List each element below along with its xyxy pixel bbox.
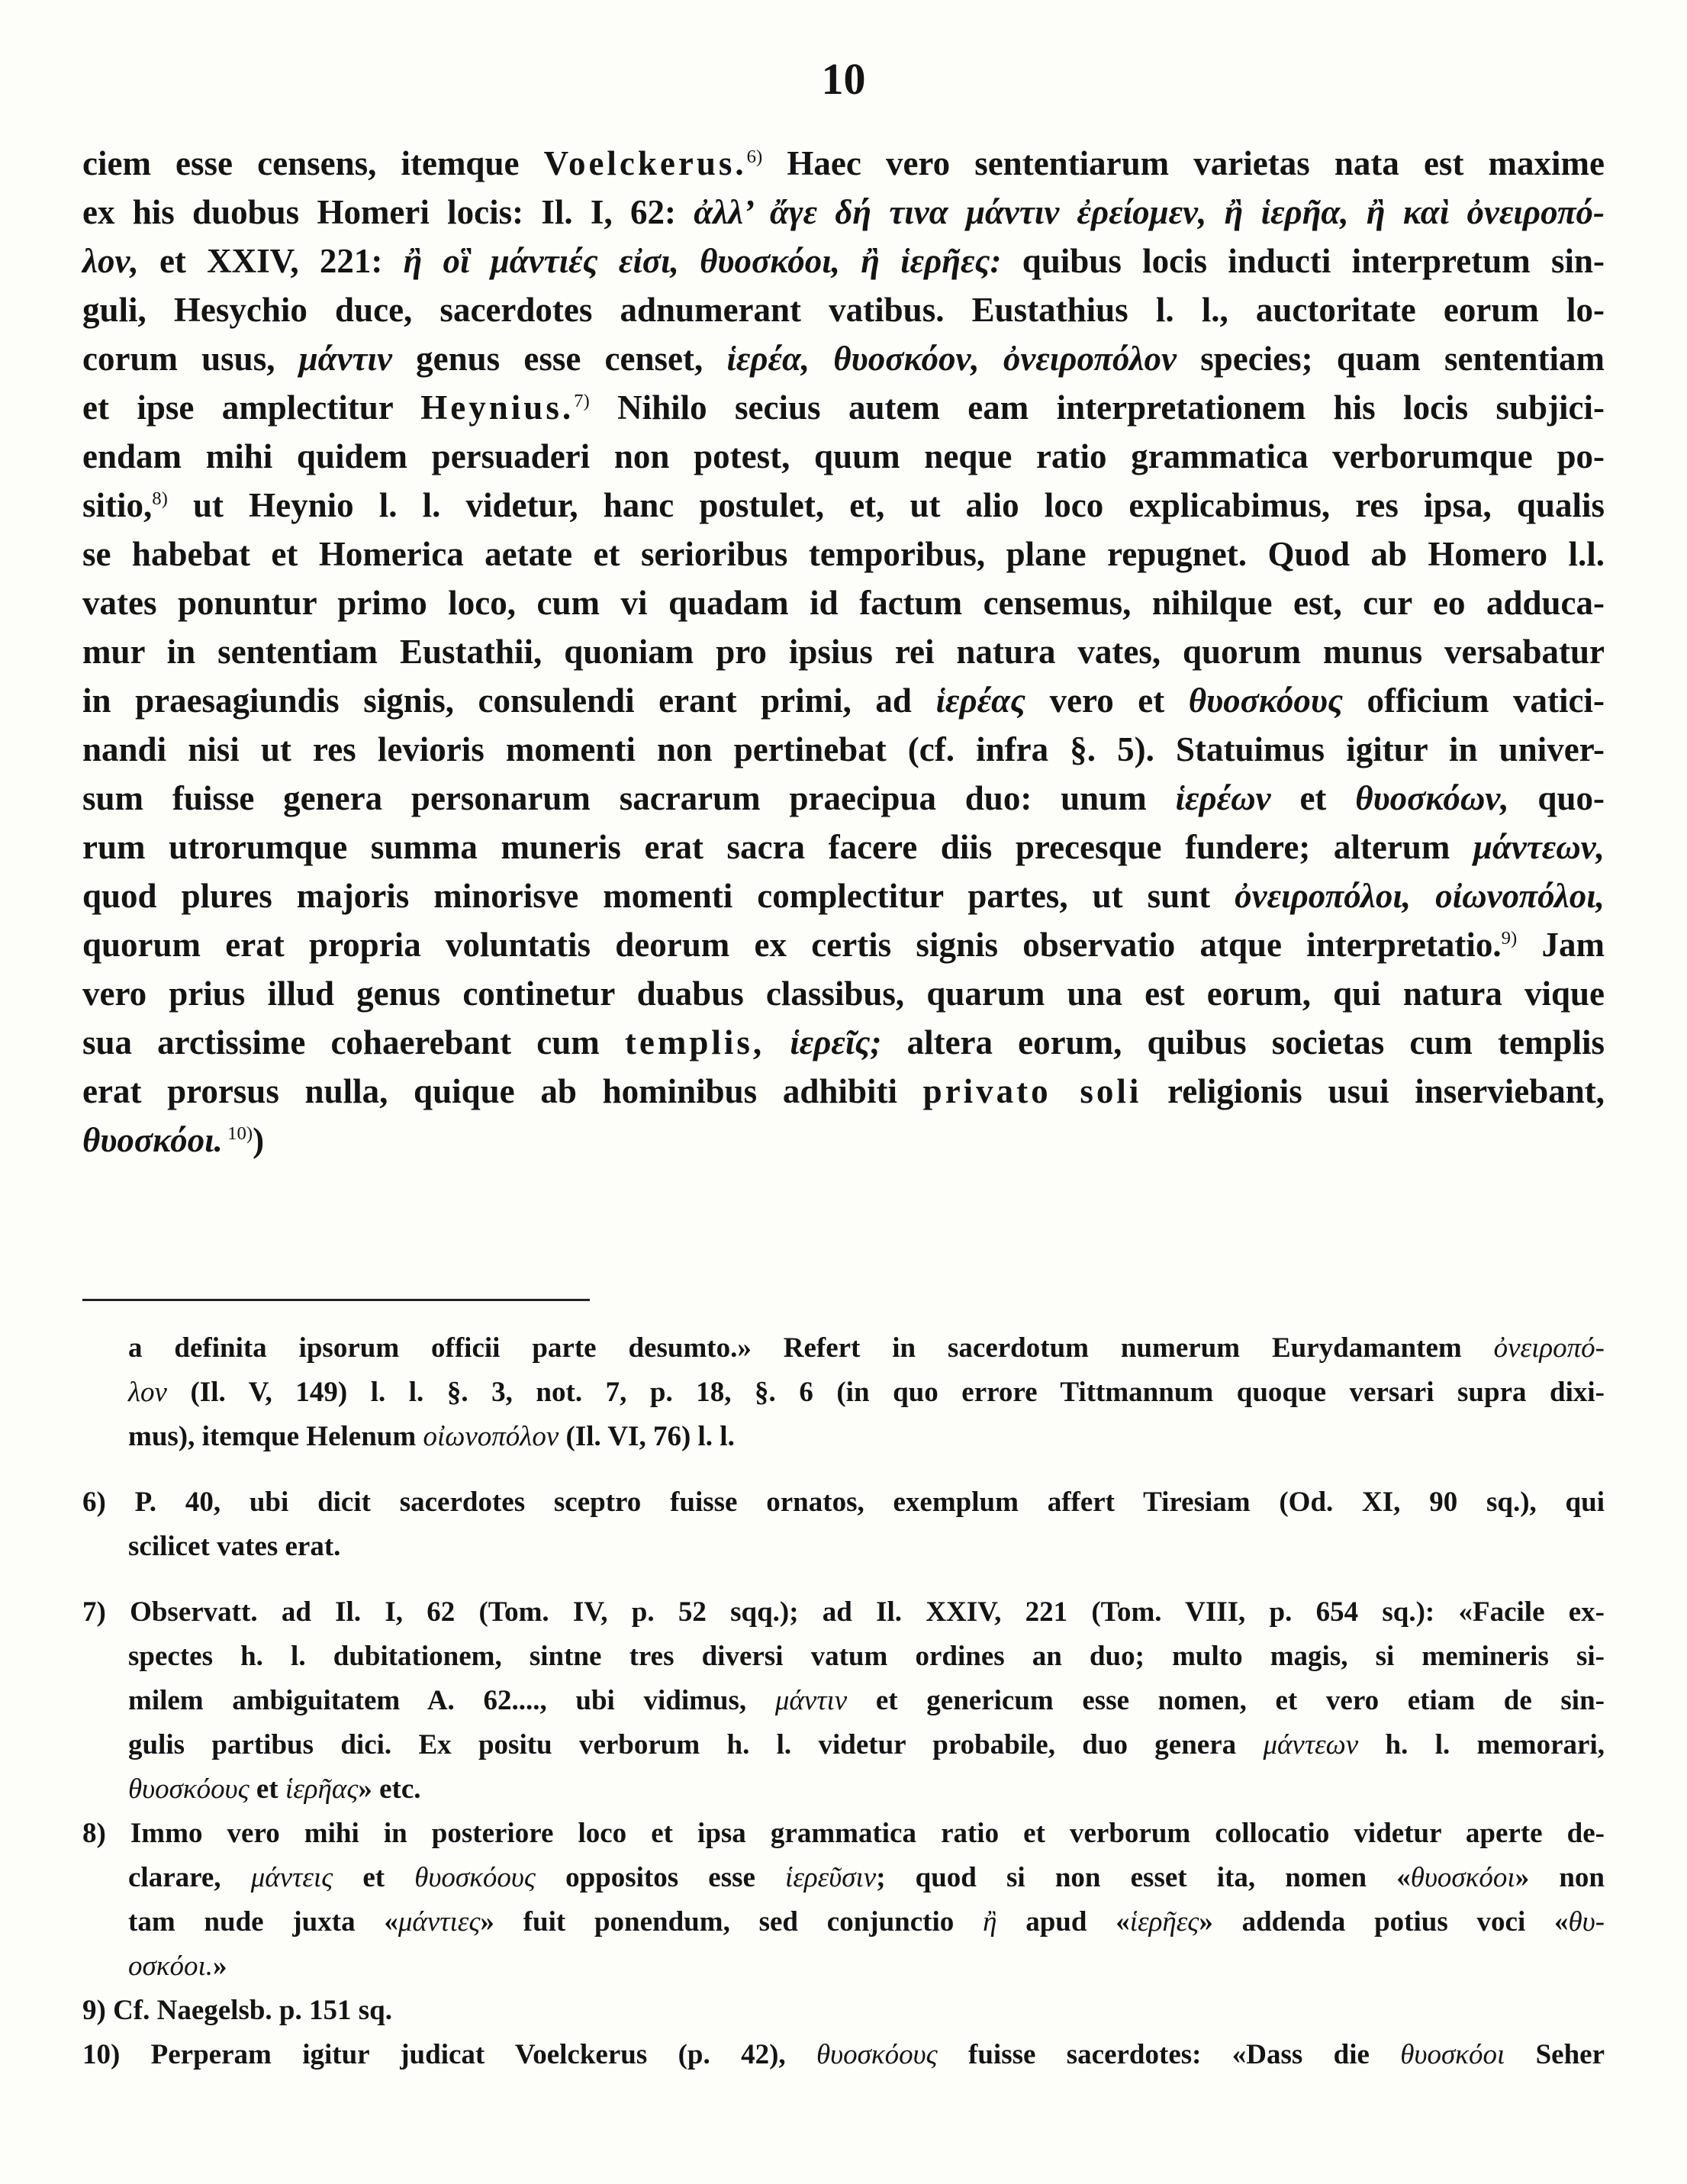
- greek-text: μάντιν: [298, 340, 392, 378]
- text-run: (Il. V, 149) l. l. §. 3, not. 7, p. 18, §. 6 (in quo errore Tittmannum quoque versari supra dixi-: [166, 1377, 1605, 1408]
- text-run: »: [213, 1950, 227, 1982]
- text-run: vero et: [1025, 681, 1189, 720]
- text-run: et: [1270, 779, 1356, 817]
- text-run: religionis usui inserviebant,: [1141, 1072, 1605, 1110]
- greek-text: μάντεις: [250, 1862, 333, 1893]
- greek-text: ἢ: [983, 1906, 997, 1938]
- footnote-line: [82, 1415, 1605, 1459]
- footnote-line: [82, 1679, 1605, 1723]
- text-run: se habebat et Homerica aetate et serioribus temporibus, plane repugnet. Quod ab Homero l.l.: [82, 535, 1605, 573]
- text-line: [82, 627, 1605, 676]
- text-line: [82, 871, 1605, 920]
- text-line: [82, 969, 1605, 1018]
- footnote-ref: 6): [746, 147, 763, 167]
- text-line: [82, 139, 1605, 188]
- footnote-line: [82, 1989, 1605, 2033]
- text-run: templis,: [624, 1023, 765, 1061]
- footnote-line: [82, 1480, 1605, 1525]
- text-run: quibus locis inducti interpretum sin-: [1001, 242, 1605, 280]
- text-run: Nihilo secius autem eam interpretationem his locis subjici-: [589, 388, 1605, 427]
- text-run: ; quod si non esset ita, nomen «: [876, 1862, 1411, 1893]
- text-run: (Il. VI, 76) l. l.: [559, 1421, 735, 1452]
- text-line: [82, 383, 1605, 432]
- text-run: mus), itemque Helenum: [128, 1421, 423, 1452]
- greek-text: ἱερέα, θυοσκόον, ὀνειροπόλον: [726, 340, 1177, 378]
- greek-text: οἰωνοπόλον: [423, 1421, 559, 1452]
- text-run: sitio,: [82, 486, 153, 524]
- footnotes: [82, 1326, 1605, 2077]
- footnote-gap: [82, 1459, 1605, 1480]
- greek-text: ἢ οἳ μάντιές εἰσι, θυοσκόοι, ἢ ἱερῆες:: [403, 242, 1002, 280]
- text-run: nandi nisi ut res levioris momenti non pertinebat (cf. infra §. 5). Statuimus igitur in univer-: [82, 730, 1605, 768]
- footnote-rule: [82, 1299, 590, 1301]
- greek-text: θυοσκόοι: [1400, 2039, 1505, 2070]
- text-run: genus esse censet,: [391, 340, 727, 378]
- footnote-ref: 7): [574, 391, 590, 411]
- footnote-line: [82, 1525, 1605, 1569]
- greek-text: ἱερέας: [935, 681, 1026, 720]
- greek-text: θυ-: [1568, 1906, 1605, 1938]
- text-run: officium vatici-: [1343, 681, 1605, 720]
- text-run: a definita ipsorum officii parte desumto.» Refert in sacerdotum numerum Eurydamantem: [128, 1332, 1494, 1364]
- text-run: quod plures majoris minorisve momenti complectitur partes, ut sunt: [82, 877, 1235, 915]
- text-run: corum usus,: [82, 340, 299, 378]
- footnote-line: [82, 1590, 1605, 1635]
- footnote-line: [82, 2033, 1605, 2077]
- text-run: spectes h. l. dubitationem, sintne tres diversi vatum ordines an duo; multo magis, si memineris si-: [128, 1641, 1605, 1672]
- greek-text: θυοσκόοι.: [82, 1121, 223, 1159]
- text-run: Haec vero sententiarum varietas nata est maxime: [762, 144, 1605, 182]
- footnote-line: [82, 1723, 1605, 1767]
- text-run: scilicet vates erat.: [128, 1531, 341, 1562]
- greek-text: ἱερέων: [1175, 779, 1271, 817]
- greek-text: μάντιες: [398, 1906, 481, 1938]
- text-line: [82, 334, 1605, 383]
- footnote-line: [82, 1944, 1605, 1989]
- greek-text: θυοσκόων,: [1355, 779, 1509, 817]
- text-run: gulis partibus dici. Ex positu verborum h. l. videtur probabile, duo genera: [128, 1729, 1264, 1760]
- text-run: ex his duobus Homeri locis: Il. I, 62:: [82, 193, 694, 231]
- greek-text: ἀλλ’ ἄγε δή τινα μάντιν ἐρείομεν, ἢ ἱερῆα, ἢ καὶ ὀνειροπό-: [694, 193, 1605, 231]
- text-run: 10) Perperam igitur judicat Voelckerus (p. 42),: [82, 2039, 816, 2070]
- text-line: [82, 774, 1605, 823]
- text-run: [765, 1023, 790, 1061]
- greek-text: ὀνειροπό-: [1493, 1332, 1605, 1364]
- text-run: 6) P. 40, ubi dicit sacerdotes sceptro fuisse ornatos, exemplum affert Tiresiam (Od. XI, 90 sq.), qui: [82, 1487, 1605, 1518]
- greek-text: μάντεων: [1263, 1729, 1359, 1760]
- footnote-ref: 8): [152, 488, 168, 509]
- text-run: mur in sententiam Eustathii, quoniam pro ipsius rei natura vates, quorum munus versabatur: [82, 633, 1605, 671]
- greek-text: οσκόοι.: [128, 1950, 214, 1982]
- text-run: oppositos esse: [535, 1862, 786, 1893]
- text-run: sua arctissime cohaerebant cum: [82, 1023, 625, 1061]
- text-run: 7) Observatt. ad Il. I, 62 (Tom. IV, p. 52 sqq.); ad Il. XXIV, 221 (Tom. VIII, p. 654 sq.): «Facile ex-: [82, 1596, 1605, 1628]
- text-run: quorum erat propria voluntatis deorum ex certis signis observatio atque interpretatio.: [82, 926, 1502, 964]
- footnote-line: [82, 1856, 1605, 1900]
- text-run: » fuit ponendum, sed conjunctio: [480, 1906, 984, 1938]
- text-line: [82, 237, 1605, 285]
- page-number: 10: [821, 54, 866, 104]
- text-line: [82, 188, 1605, 237]
- text-run: sum fuisse genera personarum sacrarum praecipua duo: unum: [82, 779, 1176, 817]
- text-run: quo-: [1508, 779, 1605, 817]
- text-run: 9) Cf. Naegelsb. p. 151 sq.: [82, 1995, 392, 2026]
- text-run: fuisse sacerdotes: «Dass die: [937, 2039, 1401, 2070]
- greek-text: ἱερεῖς;: [790, 1023, 882, 1061]
- text-line: [82, 481, 1605, 530]
- text-run: vero prius illud genus continetur duabus classibus, quarum una est eorum, qui natura vique: [82, 974, 1605, 1013]
- greek-text: θυοσκόους: [414, 1862, 536, 1893]
- footnote-line: [82, 1326, 1605, 1371]
- footnote-gap: [82, 1569, 1605, 1590]
- text-run: et: [249, 1773, 285, 1805]
- greek-text: θυοσκόους: [128, 1773, 250, 1805]
- main-text: [82, 139, 1605, 1164]
- text-run: ciem esse censens, itemque: [82, 144, 544, 182]
- greek-text: μάντεων,: [1473, 828, 1605, 866]
- footnote-line: [82, 1635, 1605, 1679]
- text-run: ut Heynio l. l. videtur, hanc postulet, et, ut alio loco explicabimus, res ipsa, qualis: [167, 486, 1605, 524]
- greek-text: λον,: [82, 242, 139, 280]
- footnote-line: [82, 1900, 1605, 1944]
- footnote-line: [82, 1812, 1605, 1856]
- text-line: [82, 285, 1605, 334]
- greek-text: ἱερῆας: [285, 1773, 359, 1805]
- text-run: » non: [1515, 1862, 1605, 1893]
- greek-text: ὀνειροπόλοι, οἰωνοπόλοι,: [1235, 877, 1605, 915]
- text-run: altera eorum, quibus societas cum templis: [881, 1023, 1605, 1061]
- text-line: [82, 676, 1605, 725]
- footnote-line: [82, 1767, 1605, 1812]
- greek-text: μάντιν: [774, 1685, 848, 1716]
- text-run: 8) Immo vero mihi in posteriore loco et ipsa grammatica ratio et verborum collocatio videtur aperte de-: [82, 1818, 1605, 1849]
- text-run: privato soli: [922, 1072, 1142, 1110]
- text-run: et genericum esse nomen, et vero etiam de sin-: [847, 1685, 1605, 1716]
- text-run: milem ambiguitatem A. 62...., ubi vidimus,: [128, 1685, 775, 1716]
- text-run: rum utrorumque summa muneris erat sacra facere diis precesque fundere; alterum: [82, 828, 1473, 866]
- text-run: Heynius.: [420, 388, 575, 427]
- text-line: [82, 725, 1605, 774]
- text-run: in praesagiundis signis, consulendi erant primi, ad: [82, 681, 936, 720]
- text-run: Seher: [1505, 2039, 1605, 2070]
- text-run: clarare,: [128, 1862, 251, 1893]
- greek-text: θυοσκόους: [816, 2039, 938, 2070]
- text-run: et: [333, 1862, 415, 1893]
- text-line: [82, 530, 1605, 578]
- text-run: vates ponuntur primo loco, cum vi quadam id factum censemus, nihilque est, cur eo adduca-: [82, 584, 1605, 622]
- greek-text: ἱερῆες: [1129, 1906, 1199, 1938]
- text-line: [82, 1116, 1605, 1164]
- text-run: apud «: [996, 1906, 1130, 1938]
- footnote-ref: 9): [1501, 928, 1518, 949]
- greek-text: θυοσκόοι: [1410, 1862, 1515, 1893]
- text-run: Voelckerus.: [543, 144, 747, 182]
- text-run: erat prorsus nulla, quique ab hominibus adhibiti: [82, 1072, 923, 1110]
- text-run: h. l. memorari,: [1358, 1729, 1605, 1760]
- text-run: tam nude juxta «: [128, 1906, 398, 1938]
- text-line: [82, 432, 1605, 481]
- footnote-line: [82, 1371, 1605, 1415]
- text-line: [82, 578, 1605, 627]
- text-run: endam mihi quidem persuaderi non potest, quum neque ratio grammatica verborumque po-: [82, 437, 1605, 475]
- footnote-ref: 10): [222, 1123, 253, 1144]
- greek-text: λον: [128, 1377, 167, 1408]
- text-run: et ipse amplectitur: [82, 388, 421, 427]
- text-line: [82, 920, 1605, 969]
- text-run: » addenda potius voci «: [1199, 1906, 1569, 1938]
- text-run: species; quam sententiam: [1177, 340, 1605, 378]
- text-line: [82, 1067, 1605, 1116]
- text-run: et XXIV, 221:: [138, 242, 404, 280]
- text-run: guli, Hesychio duce, sacerdotes adnumerant vatibus. Eustathius l. l., auctoritate eorum lo-: [82, 291, 1605, 329]
- text-run: Jam: [1517, 926, 1605, 964]
- greek-text: ἱερεῦσιν: [785, 1862, 877, 1893]
- text-run: ): [253, 1121, 265, 1159]
- greek-text: θυοσκόους: [1188, 681, 1344, 720]
- text-run: » etc.: [358, 1773, 421, 1805]
- text-line: [82, 1018, 1605, 1067]
- text-line: [82, 823, 1605, 871]
